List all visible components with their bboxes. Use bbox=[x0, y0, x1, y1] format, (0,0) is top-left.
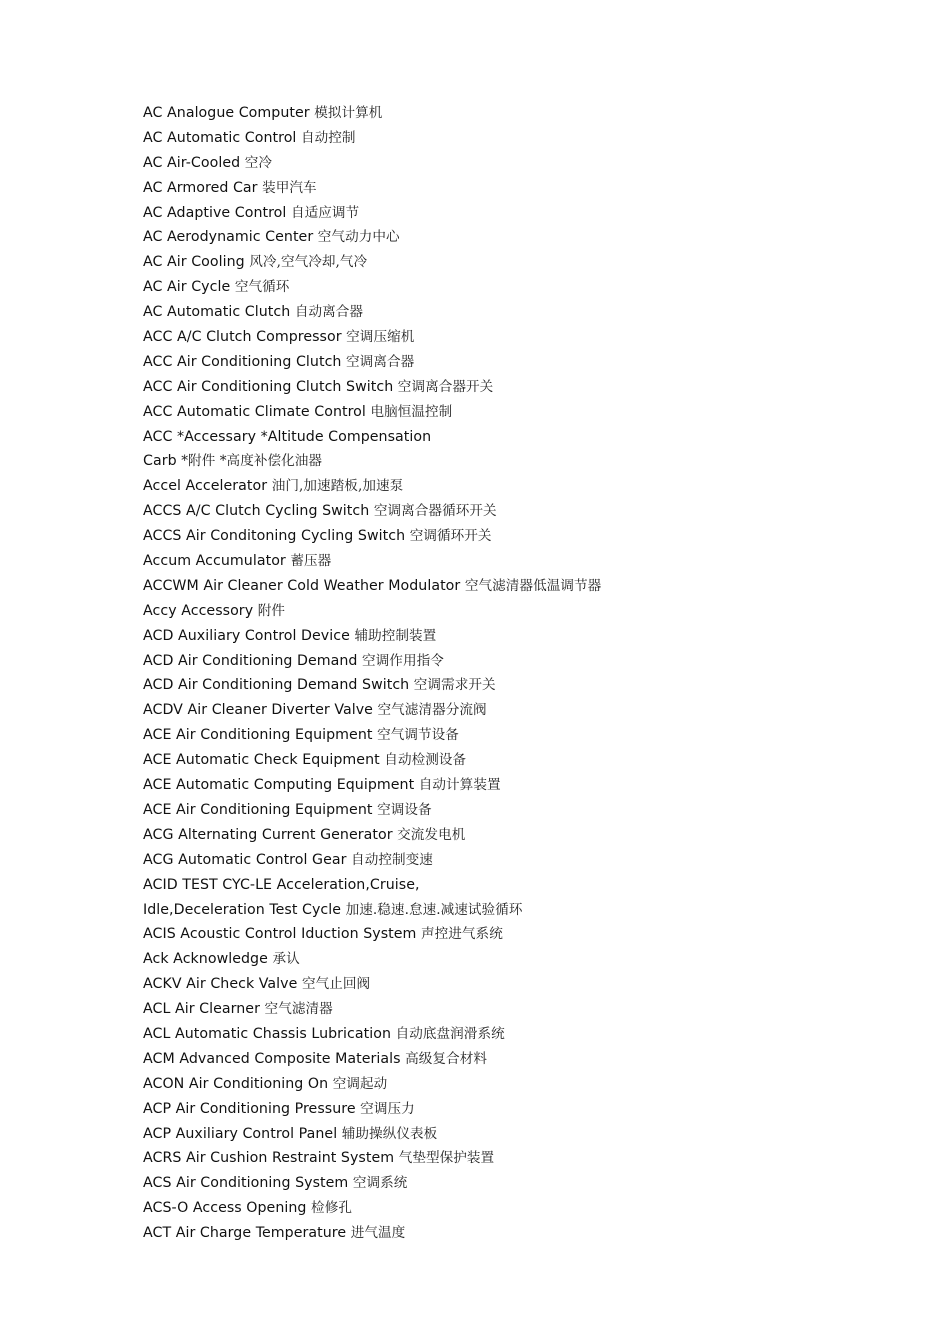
entry-translation: 空冷 bbox=[244, 154, 273, 171]
glossary-entry bbox=[143, 1171, 903, 1196]
entry-term: ACIS Acoustic Control Iduction System bbox=[143, 926, 417, 943]
glossary-entry bbox=[143, 723, 903, 748]
glossary-entry bbox=[143, 873, 903, 898]
entry-term: ACG Automatic Control Gear bbox=[143, 851, 347, 868]
glossary-entry bbox=[143, 275, 903, 300]
entry-translation: 承认 bbox=[272, 951, 300, 968]
glossary-entry bbox=[143, 350, 903, 375]
entry-translation: 交流发电机 bbox=[397, 826, 466, 843]
entry-term: ACCS Air Conditoning Cycling Switch bbox=[143, 528, 406, 545]
entry-translation: 加速.稳速.怠速.减速试验循环 bbox=[345, 901, 523, 918]
glossary-entry bbox=[143, 1097, 903, 1122]
entry-translation: 空调循环开关 bbox=[409, 528, 492, 545]
glossary-entry bbox=[143, 1221, 903, 1246]
entry-translation: 空气止回阀 bbox=[301, 976, 371, 993]
entry-translation: 自适应调节 bbox=[290, 204, 360, 221]
entry-term: Accy Accessory bbox=[143, 602, 254, 619]
glossary-entry bbox=[143, 599, 903, 624]
entry-term: ACON Air Conditioning On bbox=[143, 1075, 329, 1092]
entry-term: ACC Air Conditioning Clutch Switch bbox=[143, 378, 394, 395]
entry-term: ACDV Air Cleaner Diverter Valve bbox=[143, 702, 373, 719]
glossary-entry bbox=[143, 425, 903, 450]
glossary-entry bbox=[143, 499, 903, 524]
glossary-entry bbox=[143, 201, 903, 226]
entry-term: AC Air Cycle bbox=[143, 279, 231, 296]
glossary-entry bbox=[143, 1072, 903, 1097]
glossary-entry bbox=[143, 325, 903, 350]
entry-translation: 自动控制变速 bbox=[351, 851, 433, 868]
entry-translation: 空调作用指令 bbox=[362, 652, 444, 669]
entry-translation: 空气滤清器低温调节器 bbox=[464, 577, 602, 594]
glossary-entry bbox=[143, 1022, 903, 1047]
glossary-entry bbox=[143, 898, 903, 923]
entry-term: AC Analogue Computer bbox=[143, 105, 310, 121]
entry-translation: 电脑恒温控制 bbox=[370, 403, 453, 420]
entry-translation: 自动离合器 bbox=[294, 304, 364, 321]
entry-term: ACD Air Conditioning Demand Switch bbox=[143, 677, 410, 694]
entry-term: ACT Air Charge Temperature bbox=[143, 1225, 347, 1242]
glossary-entry bbox=[143, 400, 903, 425]
entry-translation: 装甲汽车 bbox=[262, 179, 317, 196]
glossary-entry bbox=[143, 673, 903, 698]
entry-translation: 声控进气系统 bbox=[420, 926, 503, 943]
glossary-entry bbox=[143, 524, 903, 549]
entry-translation: 空调起动 bbox=[332, 1075, 388, 1092]
entry-term: ACCWM Air Cleaner Cold Weather Modulator bbox=[143, 577, 461, 594]
entry-translation: 附件 bbox=[257, 602, 285, 619]
entry-term: Accel Accelerator bbox=[143, 478, 268, 495]
glossary-entry bbox=[143, 624, 903, 649]
glossary-entry bbox=[143, 649, 903, 674]
glossary-entry bbox=[143, 151, 903, 176]
entry-term: AC Aerodynamic Center bbox=[143, 229, 314, 246]
entry-translation: 空调离合器循环开关 bbox=[373, 503, 497, 520]
glossary-entry bbox=[143, 773, 903, 798]
entry-translation: 空调压力 bbox=[360, 1100, 415, 1117]
glossary-entry bbox=[143, 848, 903, 873]
entry-term: Idle,Deceleration Test Cycle bbox=[143, 901, 342, 918]
glossary-entry bbox=[143, 922, 903, 947]
entry-translation: 空气循环 bbox=[234, 279, 290, 296]
glossary-entry bbox=[143, 375, 903, 400]
entry-term: AC Air-Cooled bbox=[143, 154, 241, 171]
entry-translation: 空气动力中心 bbox=[317, 229, 400, 246]
entry-translation: 检修孔 bbox=[311, 1200, 352, 1217]
glossary-entry bbox=[143, 549, 903, 574]
glossary-entry bbox=[143, 947, 903, 972]
entry-term: ACS Air Conditioning System bbox=[143, 1175, 349, 1192]
glossary-entry bbox=[143, 698, 903, 723]
entry-term: ACC Air Conditioning Clutch bbox=[143, 353, 342, 370]
entry-translation: 空调系统 bbox=[352, 1175, 408, 1192]
glossary-entry bbox=[143, 1196, 903, 1221]
entry-term: AC Automatic Control bbox=[143, 129, 297, 146]
entry-translation: 辅助操纵仪表板 bbox=[341, 1125, 438, 1142]
entry-term: ACE Automatic Computing Equipment bbox=[143, 777, 415, 794]
entry-term: ACG Alternating Current Generator bbox=[143, 826, 393, 843]
entry-term: AC Automatic Clutch bbox=[143, 304, 291, 321]
glossary-entry bbox=[143, 823, 903, 848]
entry-translation: 自动计算装置 bbox=[418, 777, 501, 794]
entry-term: AC Air Cooling bbox=[143, 254, 245, 271]
entry-translation: 空调离合器 bbox=[346, 353, 415, 370]
entry-term: ACC Automatic Climate Control bbox=[143, 403, 366, 420]
entry-translation: *附件 *高度补偿化油器 bbox=[181, 453, 323, 470]
entry-term: ACE Automatic Check Equipment bbox=[143, 752, 380, 769]
glossary-entry bbox=[143, 449, 903, 474]
entry-translation: 气垫型保护装置 bbox=[398, 1150, 495, 1167]
entry-translation: 自动底盘润滑系统 bbox=[395, 1025, 505, 1042]
entry-term: Carb bbox=[143, 453, 177, 470]
entry-translation: 空气滤清器分流阀 bbox=[377, 702, 487, 719]
entry-term: ACM Advanced Composite Materials bbox=[143, 1050, 401, 1067]
glossary-entry bbox=[143, 176, 903, 201]
entry-term: ACL Air Clearner bbox=[143, 1001, 260, 1018]
entry-translation: 空调设备 bbox=[377, 801, 432, 818]
glossary-entry bbox=[143, 474, 903, 499]
entry-translation: 进气温度 bbox=[350, 1225, 406, 1242]
entry-term: ACD Auxiliary Control Device bbox=[143, 627, 350, 644]
entry-term: ACD Air Conditioning Demand bbox=[143, 652, 358, 669]
entry-translation: 高级复合材料 bbox=[405, 1050, 487, 1067]
glossary-list bbox=[143, 101, 903, 1246]
entry-term: ACCS A/C Clutch Cycling Switch bbox=[143, 503, 370, 520]
entry-term: ACKV Air Check Valve bbox=[143, 976, 298, 993]
entry-translation: 空调需求开关 bbox=[413, 677, 496, 694]
glossary-entry bbox=[143, 126, 903, 151]
glossary-entry bbox=[143, 300, 903, 325]
entry-translation: 风冷,空气冷却,气冷 bbox=[249, 254, 368, 271]
entry-translation: 空气滤清器 bbox=[264, 1001, 333, 1018]
entry-translation: 油门,加速踏板,加速泵 bbox=[271, 478, 404, 495]
entry-term: ACP Auxiliary Control Panel bbox=[143, 1125, 338, 1142]
entry-term: ACL Automatic Chassis Lubrication bbox=[143, 1025, 392, 1042]
entry-translation: 空调压缩机 bbox=[346, 329, 415, 346]
entry-term: ACE Air Conditioning Equipment bbox=[143, 727, 373, 744]
entry-term: Ack Acknowledge bbox=[143, 951, 268, 968]
entry-translation: 自动检测设备 bbox=[384, 752, 467, 769]
glossary-entry bbox=[143, 250, 903, 275]
glossary-entry bbox=[143, 748, 903, 773]
entry-term: AC Adaptive Control bbox=[143, 204, 287, 221]
entry-term: ACC A/C Clutch Compressor bbox=[143, 329, 342, 346]
glossary-entry bbox=[143, 972, 903, 997]
entry-translation: 蓄压器 bbox=[290, 553, 332, 570]
glossary-entry bbox=[143, 798, 903, 823]
entry-translation: 空气调节设备 bbox=[377, 727, 459, 744]
glossary-entry bbox=[143, 574, 903, 599]
glossary-entry bbox=[143, 225, 903, 250]
entry-term: ACID TEST CYC-LE Acceleration,Cruise, bbox=[143, 876, 420, 893]
entry-translation: 自动控制 bbox=[301, 129, 356, 146]
entry-term: ACP Air Conditioning Pressure bbox=[143, 1100, 356, 1117]
glossary-entry bbox=[143, 1146, 903, 1171]
glossary-entry bbox=[143, 997, 903, 1022]
entry-term: ACS-O Access Opening bbox=[143, 1200, 307, 1217]
glossary-entry bbox=[143, 101, 903, 126]
entry-translation: 辅助控制装置 bbox=[354, 627, 437, 644]
entry-term: Accum Accumulator bbox=[143, 553, 286, 570]
glossary-entry bbox=[143, 1122, 903, 1147]
entry-term: ACRS Air Cushion Restraint System bbox=[143, 1150, 395, 1167]
glossary-entry bbox=[143, 1047, 903, 1072]
entry-term: ACC *Accessary *Altitude Compensation bbox=[143, 428, 432, 445]
entry-translation: 模拟计算机 bbox=[314, 105, 383, 121]
entry-translation: 空调离合器开关 bbox=[397, 378, 494, 395]
entry-term: AC Armored Car bbox=[143, 179, 258, 196]
entry-term: ACE Air Conditioning Equipment bbox=[143, 801, 373, 818]
